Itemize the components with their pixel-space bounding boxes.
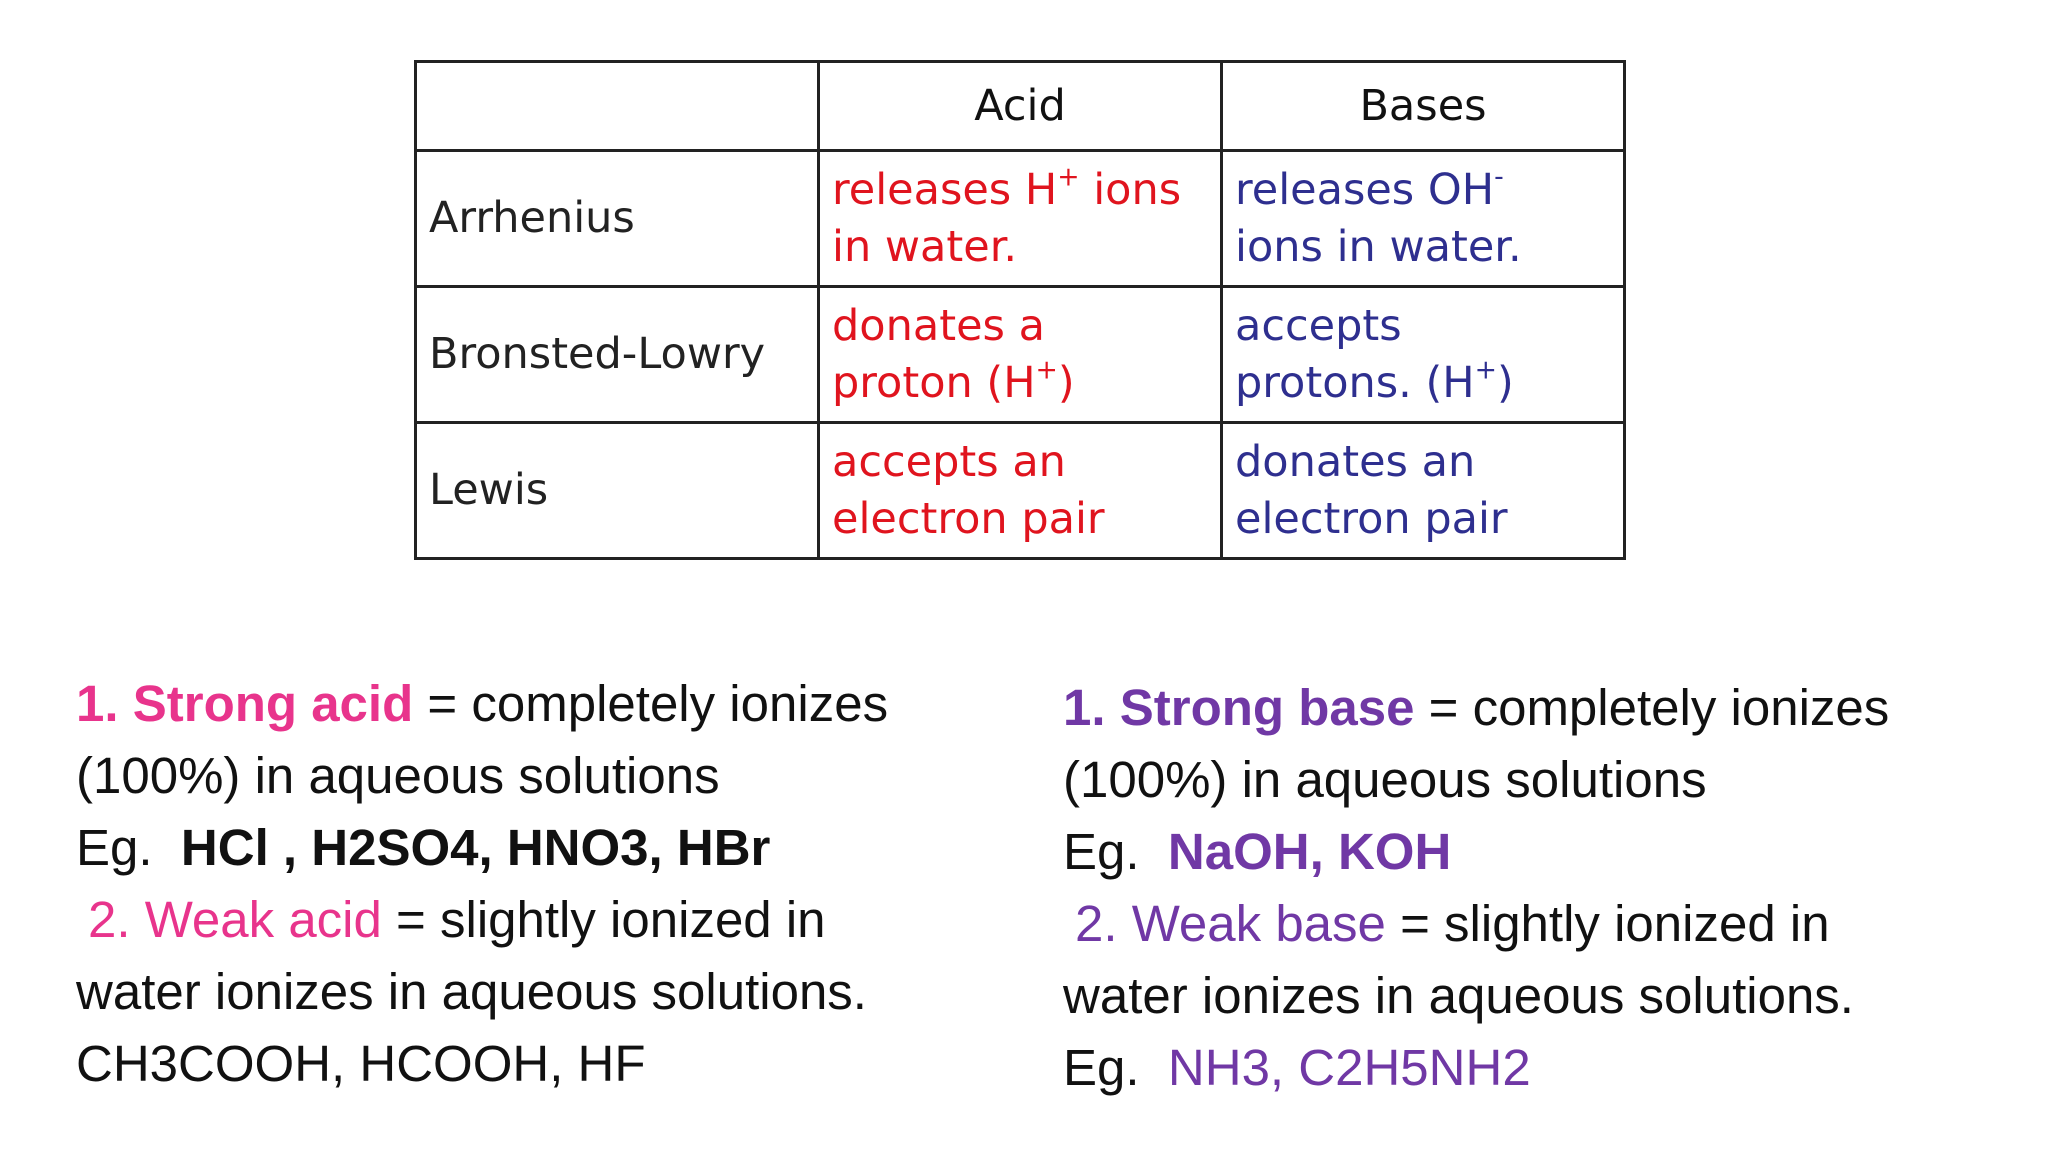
arrhenius-acid-cell (819, 151, 1222, 287)
strong-base-line (1063, 672, 2023, 744)
strong-base-definition-cont: (100%) in aqueous solutions (1063, 751, 1707, 808)
acid-base-definitions-table (414, 60, 1626, 560)
strong-acid-definition: = completely ionizes (413, 675, 889, 732)
text-segment: ions (1079, 164, 1182, 215)
superscript: - (1494, 161, 1504, 193)
weak-base-definition: = slightly ionized in (1385, 895, 1830, 952)
weak-acid-definition: = slightly ionized in (381, 891, 826, 948)
weak-base-examples: NH3, C2H5NH2 (1167, 1039, 1531, 1096)
eg-label: Eg. (76, 819, 153, 876)
text-segment: releases H (832, 164, 1058, 215)
strong-acid-examples: HCl , H2SO4, HNO3, HBr (180, 819, 771, 876)
text-segment: protons. (H (1235, 357, 1475, 408)
strong-acid-line (76, 668, 996, 740)
lewis-acid-cell (819, 423, 1222, 559)
bronsted-acid-line1: donates a (832, 300, 1045, 351)
lewis-acid-line2: electron pair (832, 493, 1105, 544)
base-notes (1063, 672, 2023, 1104)
strong-acid-definition-cont: (100%) in aqueous solutions (76, 747, 720, 804)
bronsted-base-line1: accepts (1235, 300, 1402, 351)
header-bases: Bases (1222, 62, 1625, 151)
eg-label: Eg. (1063, 1039, 1140, 1096)
superscript: + (1474, 353, 1497, 385)
strong-base-term: Strong base (1119, 679, 1415, 736)
weak-acid-examples: CH3COOH, HCOOH, HF (76, 1035, 646, 1092)
strong-acid-term: Strong acid (132, 675, 414, 732)
weak-base-definition-cont: water ionizes in aqueous solutions. (1063, 967, 1854, 1024)
arrhenius-acid-line2: in water. (832, 221, 1018, 272)
row-label-arrhenius: Arrhenius (416, 151, 819, 287)
strong-base-definition: = completely ionizes (1414, 679, 1890, 736)
superscript: + (1057, 161, 1080, 193)
strong-acid-examples-line (76, 812, 996, 884)
bronsted-acid-cell (819, 287, 1222, 423)
table-header-row (416, 62, 1625, 151)
superscript: + (1035, 353, 1058, 385)
arrhenius-acid-line1 (832, 162, 1208, 219)
table-row-arrhenius (416, 151, 1625, 287)
lewis-base-cell (1222, 423, 1625, 559)
arrhenius-base-line2: ions in water. (1235, 221, 1522, 272)
row-label-bronsted-lowry: Bronsted-Lowry (416, 287, 819, 423)
weak-acid-definition-cont: water ionizes in aqueous solutions. (76, 963, 867, 1020)
acid-notes (76, 668, 996, 1100)
lewis-base-line2: electron pair (1235, 493, 1508, 544)
table-row-lewis (416, 423, 1625, 559)
weak-acid-term: 2. Weak acid (88, 891, 382, 948)
weak-acid-line (76, 884, 996, 956)
text-segment: ) (1057, 357, 1075, 408)
header-acid: Acid (819, 62, 1222, 151)
arrhenius-base-cell (1222, 151, 1625, 287)
weak-base-examples-line (1063, 1032, 2023, 1104)
weak-base-term: 2. Weak base (1075, 895, 1386, 952)
bronsted-base-cell (1222, 287, 1625, 423)
table-row-bronsted-lowry (416, 287, 1625, 423)
arrhenius-base-line1 (1235, 162, 1611, 219)
lewis-acid-line1: accepts an (832, 436, 1066, 487)
strong-base-examples: NaOH, KOH (1167, 823, 1452, 880)
bronsted-acid-line2 (832, 355, 1208, 412)
header-blank (416, 62, 819, 151)
bronsted-base-line2 (1235, 355, 1611, 412)
eg-label: Eg. (1063, 823, 1140, 880)
row-label-lewis: Lewis (416, 423, 819, 559)
weak-base-line (1063, 888, 2023, 960)
strong-base-number: 1. (1063, 679, 1106, 736)
text-segment: ) (1496, 357, 1514, 408)
text-segment: releases OH (1235, 164, 1495, 215)
text-segment: proton (H (832, 357, 1036, 408)
strong-base-examples-line (1063, 816, 2023, 888)
lewis-base-line1: donates an (1235, 436, 1476, 487)
strong-acid-number: 1. (76, 675, 119, 732)
